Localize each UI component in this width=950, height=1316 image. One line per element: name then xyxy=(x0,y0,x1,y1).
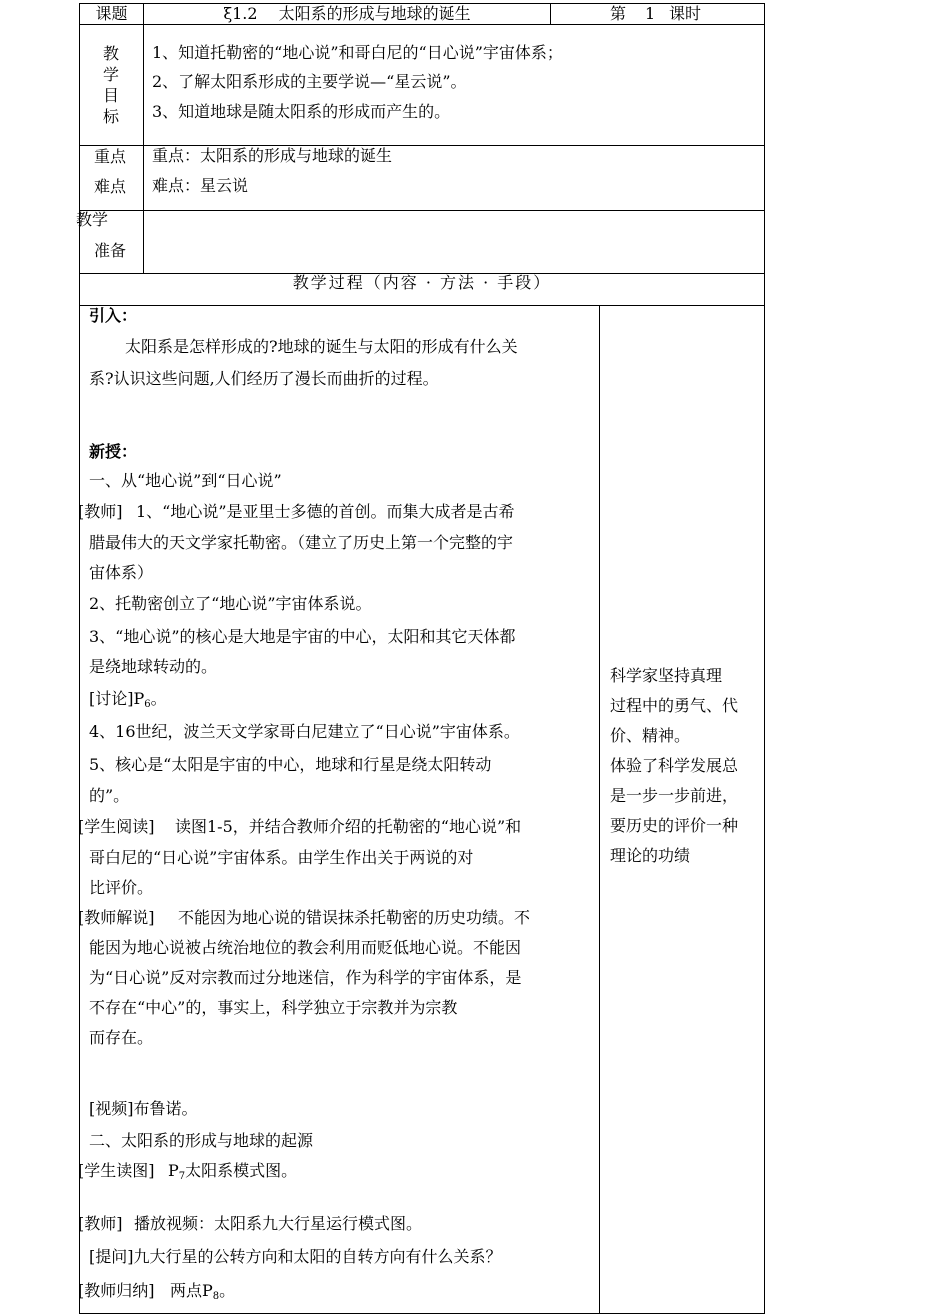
summary-tag: [教师归纳] xyxy=(78,1281,155,1300)
play-text: 播放视频：太阳系九大行星运行模式图。 xyxy=(134,1214,423,1233)
intro-heading: 引入： xyxy=(89,306,138,325)
p1-tag: [教师] xyxy=(78,502,123,521)
rule-period-col xyxy=(550,3,551,24)
rule-keypoints-bottom xyxy=(79,210,765,211)
rule-right xyxy=(764,3,765,1314)
rule-bottom xyxy=(79,1313,765,1314)
side-note-2: 过程中的勇气、代 xyxy=(610,696,739,715)
explain-tag: [教师解说] xyxy=(78,908,155,927)
read-line3: 比评价。 xyxy=(89,878,154,897)
discuss-sub: 6 xyxy=(144,699,151,710)
process-header: 教学过程（内容 · 方法 · 手段） xyxy=(292,273,552,292)
difficult-label: 难点 xyxy=(94,177,127,196)
key-point-text: 重点：太阳系的形成与地球的诞生 xyxy=(152,146,393,165)
section2-title: 二、太阳系的形成与地球的起源 xyxy=(89,1131,314,1150)
period-suffix: 课时 xyxy=(669,4,702,23)
explain-line2: 能因为地心说被占统治地位的教会利用而贬低地心说。不能因 xyxy=(89,938,522,957)
side-note-5: 是一步一步前进， xyxy=(610,786,739,805)
objectives-label-4: 标 xyxy=(103,107,120,126)
discuss-end: 。 xyxy=(150,689,167,708)
side-note-1: 科学家坚持真理 xyxy=(610,666,723,685)
objectives-label-1: 教 xyxy=(103,44,120,63)
period-prefix: 第 xyxy=(610,4,627,23)
summary-sub: 8 xyxy=(212,1291,220,1302)
topic-label: 课题 xyxy=(95,4,128,23)
video-note: [视频]布鲁诺。 xyxy=(89,1099,198,1118)
lesson-title: ξ1.2 太阳系的形成与地球的诞生 xyxy=(223,4,471,23)
discuss xyxy=(89,689,167,715)
prep-label-line1: 教学 xyxy=(76,210,109,229)
new-heading: 新授： xyxy=(89,442,138,461)
difficult-point-text: 难点：星云说 xyxy=(152,176,249,195)
period-number: 1 xyxy=(645,4,656,23)
read-tag: [学生阅读] xyxy=(78,817,155,836)
side-note-6: 要历史的评价一种 xyxy=(610,816,739,835)
rule-header-bottom xyxy=(79,24,765,25)
p5-line2: 的”。 xyxy=(89,786,130,805)
see-tag: [学生读图] xyxy=(78,1161,155,1180)
side-note-4: 体验了科学发展总 xyxy=(610,756,739,775)
side-note-7: 理论的功绩 xyxy=(610,846,691,865)
p5-line1: 5、核心是“太阳是宇宙的中心，地球和行星是绕太阳转动 xyxy=(89,755,492,774)
intro-text-2: 系?认识这些问题,人们经历了漫长而曲折的过程。 xyxy=(89,369,439,388)
key-label: 重点 xyxy=(94,147,127,166)
read-line1: 读图1-5，并结合教师介绍的托勒密的“地心说”和 xyxy=(175,817,522,836)
intro-text-1: 太阳系是怎样形成的?地球的诞生与太阳的形成有什么关 xyxy=(125,337,518,356)
explain-line1: 不能因为地心说的错误抹杀托勒密的历史功绩。不 xyxy=(178,908,531,927)
see-sub: 7 xyxy=(178,1171,186,1182)
objectives-label-2: 学 xyxy=(103,65,120,84)
prep-label-line2: 准备 xyxy=(94,241,127,260)
summary-p: 两点P xyxy=(170,1281,213,1300)
rule-left xyxy=(79,3,80,1313)
rule-process-header-bottom xyxy=(79,305,765,306)
objective-item-2: 2、了解太阳系形成的主要学说—“星云说”。 xyxy=(152,72,467,91)
rule-label-col xyxy=(143,3,144,273)
explain-line3: 为“日心说”反对宗教而过分地迷信，作为科学的宇宙体系，是 xyxy=(89,968,522,987)
side-note-3: 价、精神。 xyxy=(610,726,691,745)
see-text xyxy=(168,1161,297,1187)
explain-line4: 不存在“中心”的，事实上，科学独立于宗教并为宗教 xyxy=(89,998,458,1017)
see-p: P xyxy=(168,1161,179,1180)
p3-line1: 3、“地心说”的核心是大地是宇宙的中心，太阳和其它天体都 xyxy=(89,627,516,646)
objectives-label-3: 目 xyxy=(103,86,120,105)
question: [提问]九大行星的公转方向和太阳的自转方向有什么关系？ xyxy=(89,1247,502,1266)
summary-text xyxy=(170,1281,235,1307)
p2: 2、托勒密创立了“地心说”宇宙体系说。 xyxy=(89,594,372,613)
play-tag: [教师] xyxy=(78,1214,123,1233)
explain-line5: 而存在。 xyxy=(89,1028,154,1047)
p1-line3: 宙体系） xyxy=(89,563,154,582)
rule-side-col xyxy=(599,305,600,1313)
p1-line2: 腊最伟大的天文学家托勒密。（建立了历史上第一个完整的宇 xyxy=(89,533,514,552)
discuss-text: [讨论]P xyxy=(89,689,145,708)
objective-item-1: 1、知道托勒密的“地心说”和哥白尼的“日心说”宇宙体系； xyxy=(152,43,563,62)
summary-end: 。 xyxy=(219,1281,236,1300)
p1-line1: 1、“地心说”是亚里士多德的首创。而集大成者是古希 xyxy=(136,502,515,521)
p4: 4、16世纪，波兰天文学家哥白尼建立了“日心说”宇宙体系。 xyxy=(89,722,520,741)
read-line2: 哥白尼的“日心说”宇宙体系。由学生作出关于两说的对 xyxy=(89,848,474,867)
section1-title: 一、从“地心说”到“日心说” xyxy=(89,471,282,490)
see-end: 太阳系模式图。 xyxy=(185,1161,298,1180)
objective-item-3: 3、知道地球是随太阳系的形成而产生的。 xyxy=(152,102,451,121)
p3-line2: 是绕地球转动的。 xyxy=(89,657,218,676)
